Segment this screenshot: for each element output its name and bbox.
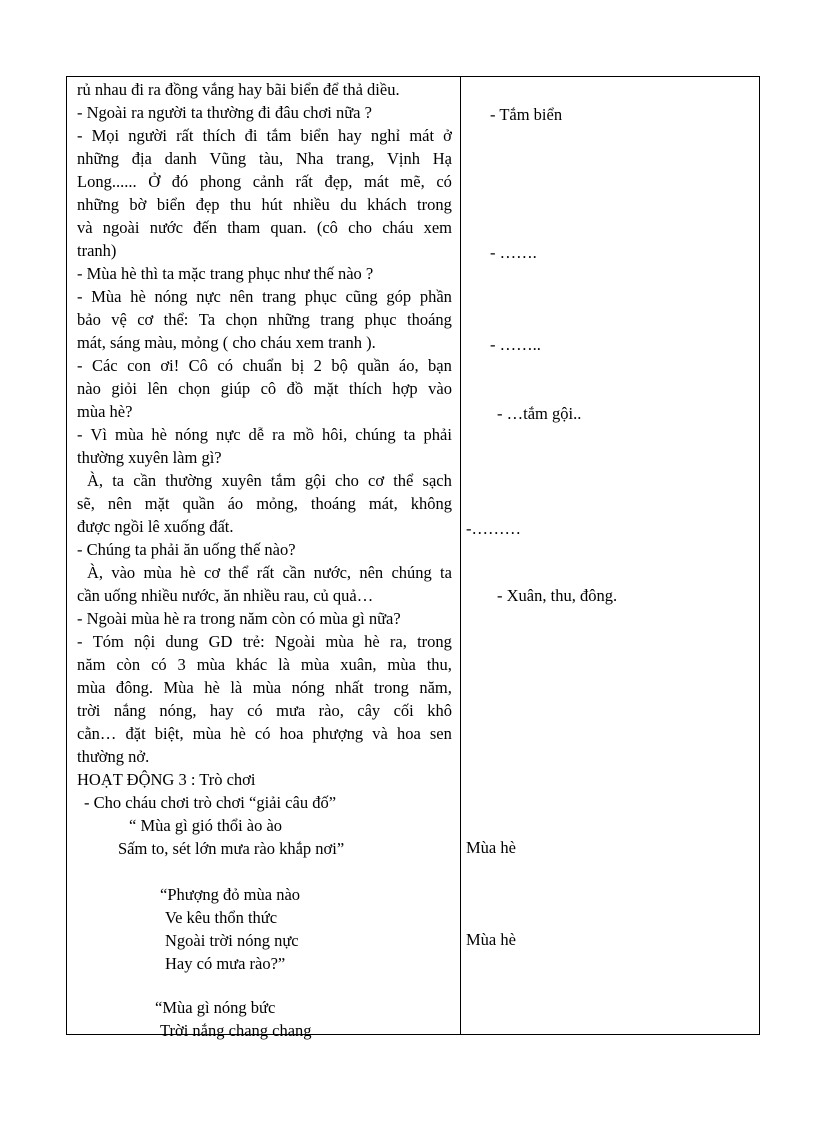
question-line: - Các con ơi! Cô có chuẩn bị 2 bộ quần áo, bạn [77, 356, 452, 375]
answer-line: Long...... Ở đó phong cảnh rất đẹp, mát mẽ, có [77, 172, 452, 191]
summary-line: mùa đông. Mùa hè là mùa nóng nhất trong năm, [77, 678, 452, 697]
riddle-line: Sấm to, sét lớn mưa rào khắp nơi” [118, 839, 345, 858]
expected-answer: - Tắm biển [490, 105, 563, 124]
summary-line: trời nắng nóng, hay có mưa rào, cây cối khô [77, 701, 452, 720]
summary-line: cằn… đặt biệt, mùa hè có hoa phượng và hoa sen [77, 724, 452, 743]
answer-line: được ngồi lê xuống đất. [77, 517, 234, 536]
riddle-answer: Mùa hè [466, 930, 516, 949]
question-line: thường xuyên làm gì? [77, 448, 222, 467]
question-line: - Ngoài mùa hè ra trong năm còn có mùa gì nữa? [77, 609, 401, 628]
question-line: mùa hè? [77, 402, 133, 421]
summary-line: năm còn có 3 mùa khác là mùa xuân, mùa thu, [77, 655, 452, 674]
answer-line: và ngoài nước đến tham quan. (cô cho cháu xem [77, 218, 452, 237]
answer-line: cần uống nhiều nước, ăn nhiều rau, củ quả… [77, 586, 374, 605]
summary-line: thường nở. [77, 747, 150, 766]
answer-line: những địa danh Vũng tàu, Nha trang, Vịnh Hạ [77, 149, 452, 168]
answer-line: sẽ, nên mặt quần áo mỏng, thoáng mát, không [77, 494, 452, 513]
question-line: - Mùa hè thì ta mặc trang phục như thế nào ? [77, 264, 374, 283]
answer-line: bảo vệ cơ thể: Ta chọn những trang phục thoáng [77, 310, 452, 329]
answer-line: À, ta cần thường xuyên tắm gội cho cơ thể sạch [87, 471, 452, 490]
expected-answer: - …….. [490, 335, 541, 354]
question-line: nào giỏi lên chọn giúp cô đồ mặt thích hợp vào [77, 379, 452, 398]
answer-line: mát, sáng màu, mỏng ( cho cháu xem tranh ). [77, 333, 376, 352]
riddle-line: Trời nắng chang chang [160, 1021, 312, 1040]
riddle-line: “ Mùa gì gió thổi ào ào [129, 816, 283, 835]
riddle-line: “Phượng đỏ mùa nào [160, 885, 301, 904]
riddle-answer: Mùa hè [466, 838, 516, 857]
answer-line: - Mùa hè nóng nực nên trang phục cũng góp phần [77, 287, 452, 306]
summary-line: - Tóm nội dung GD trẻ: Ngoài mùa hè ra, trong [77, 632, 452, 651]
answer-line: tranh) [77, 241, 117, 260]
answer-line: những bờ biển đẹp thu hút nhiều du khách trong [77, 195, 452, 214]
riddle-line: Ngoài trời nóng nực [165, 931, 299, 950]
expected-answer: - …tắm gội.. [497, 404, 582, 423]
activity-heading: HOẠT ĐỘNG 3 : Trò chơi [77, 770, 256, 789]
question-line: - Ngoài ra người ta thường đi đâu chơi nữa ? [77, 103, 372, 122]
riddle-line: Ve kêu thổn thức [165, 908, 278, 927]
column-divider [460, 77, 461, 1034]
question-line: - Chúng ta phải ăn uống thế nào? [77, 540, 296, 559]
expected-answer: -……… [466, 519, 521, 538]
riddle-line: “Mùa gì nóng bức [155, 998, 276, 1017]
question-line: - Vì mùa hè nóng nực dễ ra mồ hôi, chúng ta phải [77, 425, 452, 444]
expected-answer: - Xuân, thu, đông. [497, 586, 618, 605]
game-instruction: - Cho cháu chơi trò chơi “giải câu đố” [84, 793, 337, 812]
activity-line: rủ nhau đi ra đồng vắng hay bãi biển để thả diều. [77, 80, 400, 99]
riddle-line: Hay có mưa rào?” [165, 954, 286, 973]
answer-line: - Mọi người rất thích đi tắm biển hay nghỉ mát ở [77, 126, 452, 145]
answer-line: À, vào mùa hè cơ thể rất cần nước, nên chúng ta [87, 563, 452, 582]
expected-answer: - ……. [490, 243, 537, 262]
